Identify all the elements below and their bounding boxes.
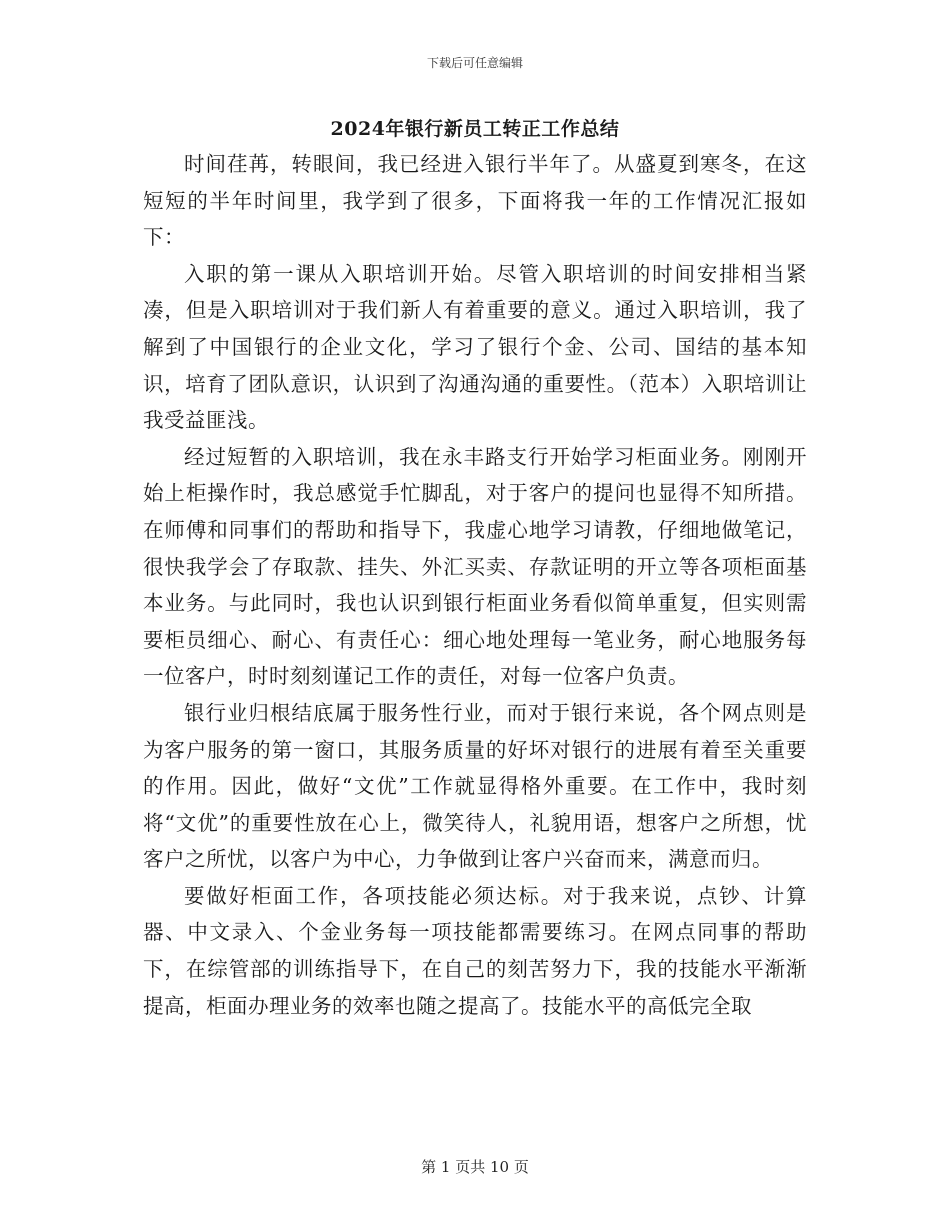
paragraph-training: 入职的第一课从入职培训开始。尽管入职培训的时间安排相当紧凑，但是入职培训对于我们新人有着重要的意义。通过入职培训，我了解到了中国银行的企业文化，学习了银行个金、公司、国结的基本知识，培育了团队意识，认识到了沟通沟通的重要性。（范本）入职培训让我受益匪浅。	[143, 261, 807, 433]
paragraph-skills: 要做好柜面工作，各项技能必须达标。对于我来说，点钞、计算器、中文录入、个金业务每一项技能都需要练习。在网点同事的帮助下，在综管部的训练指导下，在自己的刻苦努力下，我的技能水平渐渐提高，柜面办理业务的效率也随之提高了。技能水平的高低完全取	[143, 883, 807, 1018]
page-header-note: 下载后可任意编辑	[426, 56, 523, 70]
document-title: 2024年银行新员工转正工作总结	[330, 118, 620, 140]
document-body	[143, 146, 807, 1024]
page-number-footer: 第 1 页共 10 页	[421, 1158, 529, 1176]
paragraph-service: 银行业归根结底属于服务性行业，而对于银行来说，各个网点则是为客户服务的第一窗口，其服务质量的好坏对银行的进展有着至关重要的作用。因此，做好“文优”工作就显得格外重要。在工作中，我时刻将“文优”的重要性放在心上，微笑待人，礼貌用语，想客户之所想，忧客户之所忧，以客户为中心，力争做到让客户兴奋而来，满意而归。	[143, 700, 807, 872]
paragraph-intro: 时间荏苒，转眼间，我已经进入银行半年了。从盛夏到寒冬，在这短短的半年时间里，我学到了很多，下面将我一年的工作情况汇报如下：	[143, 152, 807, 250]
paragraph-counter-business: 经过短暂的入职培训，我在永丰路支行开始学习柜面业务。刚刚开始上柜操作时，我总感觉手忙脚乱，对于客户的提问也显得不知所措。在师傅和同事们的帮助和指导下，我虚心地学习请教，仔细地做笔记，很快我学会了存取款、挂失、外汇买卖、存款证明的开立等各项柜面基本业务。与此同时，我也认识到银行柜面业务看似简单重复，但实则需要柜员细心、耐心、有责任心：细心地处理每一笔业务，耐心地服务每一位客户，时时刻刻谨记工作的责任，对每一位客户负责。	[143, 444, 807, 689]
